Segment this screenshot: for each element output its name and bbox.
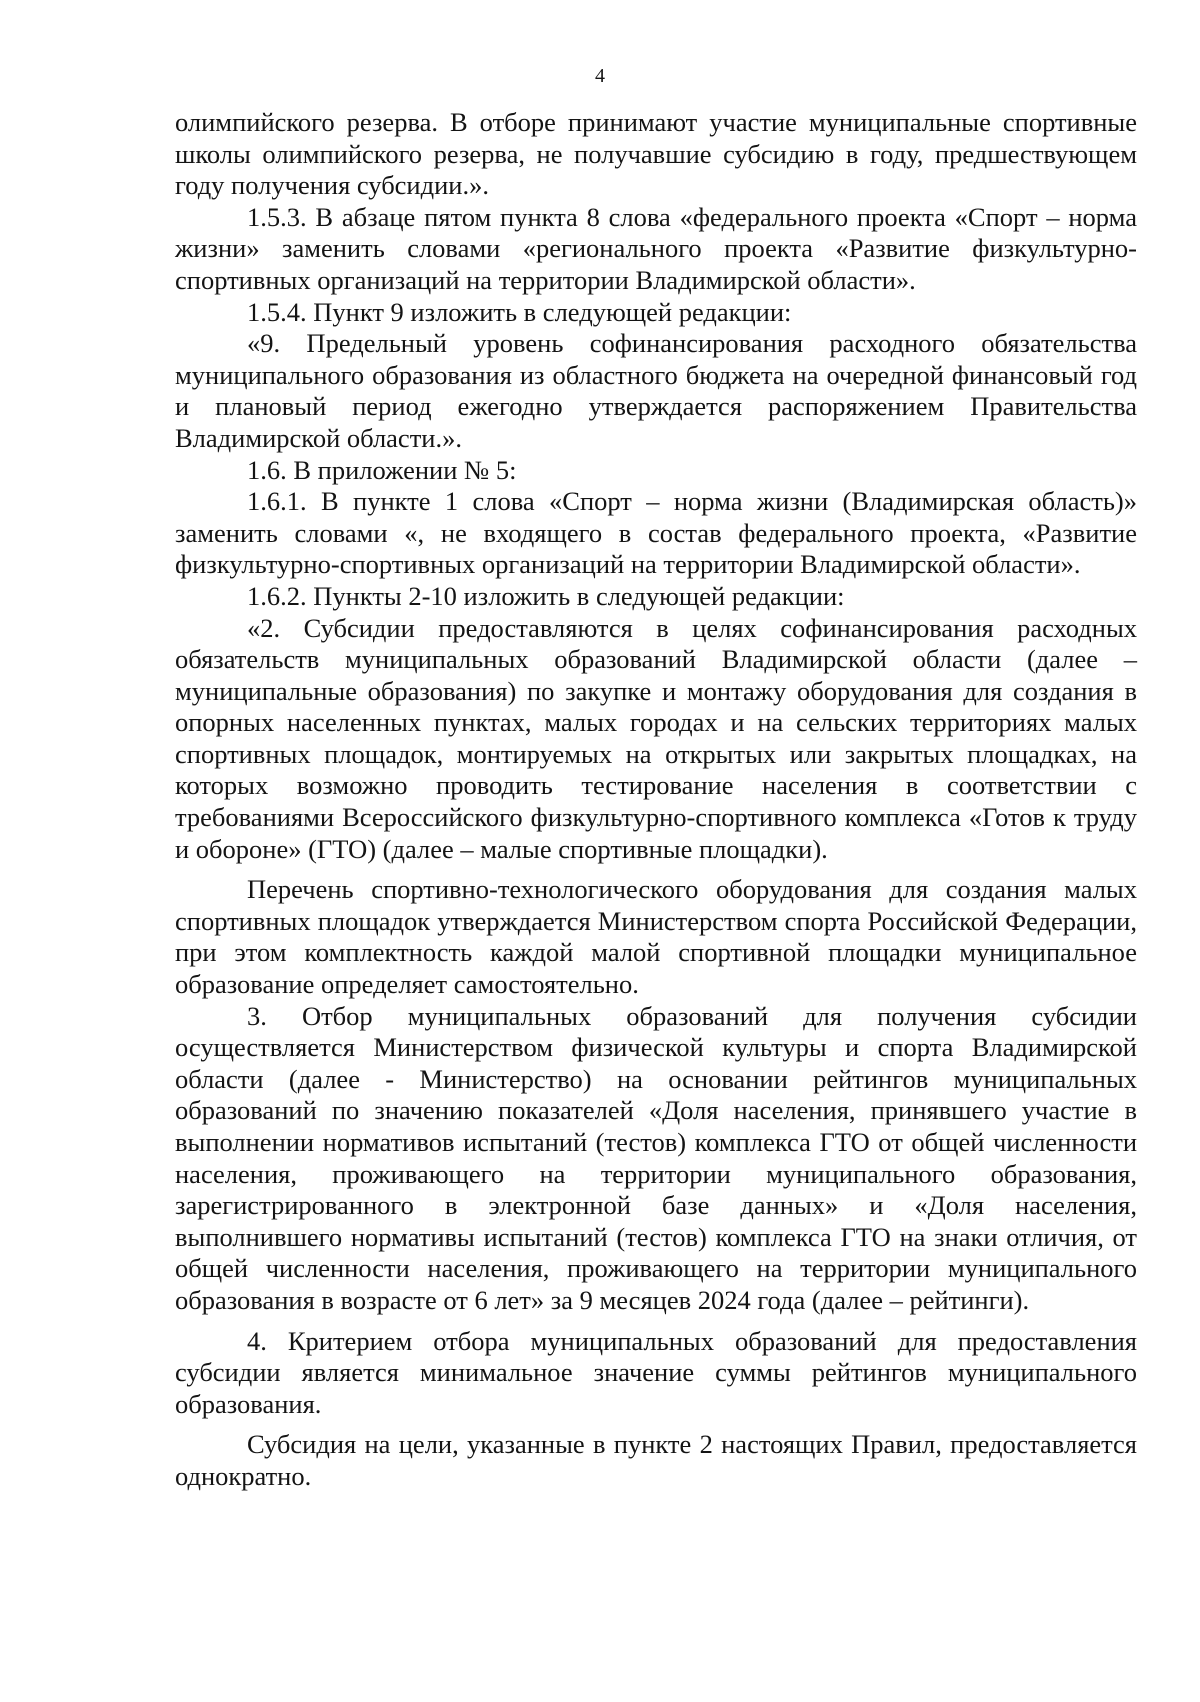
document-body (175, 107, 1137, 1493)
paragraph: Субсидия на цели, указанные в пункте 2 настоящих Правил, предоставляется однократно. (175, 1429, 1137, 1491)
paragraph: 3. Отбор муниципальных образований для получения субсидии осуществляется Министерством физической культуры и спорта Владимирской области (далее - Министерство) на основании рейтингов муниципальных образований по значению показателей «Доля населения, принявшего участие в выполнении нормативов испытаний (тестов) комплекса ГТО от общей численности населения, проживающего на территории муниципального образования, зарегистрированного в электронной базе данных» и «Доля населения, выполнившего нормативы испытаний (тестов) комплекса ГТО на знаки отличия, от общей численности населения, проживающего на территории муниципального образования в возрасте от 6 лет» за 9 месяцев 2024 года (далее – рейтинги). (175, 1000, 1137, 1315)
paragraph: 1.5.3. В абзаце пятом пункта 8 слова «федерального проекта «Спорт – норма жизни» заменить словами «регионального проекта «Развитие физкультурно-спортивных организаций на территории Владимирской области». (175, 201, 1137, 295)
paragraph: 1.6.2. Пункты 2-10 изложить в следующей редакции: (247, 580, 845, 611)
paragraph: 4. Критерием отбора муниципальных образований для предоставления субсидии является минимальное значение суммы рейтингов муниципального образования. (175, 1325, 1137, 1419)
paragraph: 1.6. В приложении № 5: (247, 454, 517, 485)
paragraph: 1.5.4. Пункт 9 изложить в следующей редакции: (247, 296, 792, 327)
paragraph: олимпийского резерва. В отборе принимают участие муниципальные спортивные школы олимпийского резерва, не получавшие субсидию в году, предшествующем году получения субсидии.». (175, 107, 1137, 201)
paragraph: «2. Субсидии предоставляются в целях софинансирования расходных обязательств муниципальных образований Владимирской области (далее – муниципальные образования) по закупке и монтажу оборудования для создания в опорных населенных пунктах, малых городах и на сельских территориях малых спортивных площадок, монтируемых на открытых или закрытых площадках, на которых возможно проводить тестирование населения в соответствии с требованиями Всероссийского физкультурно-спортивного комплекса «Готов к труду и обороне» (ГТО) (далее – малые спортивные площадки). (175, 612, 1137, 864)
page-number: 4 (595, 65, 605, 87)
paragraph: 1.6.1. В пункте 1 слова «Спорт – норма жизни (Владимирская область)» заменить словами «, не входящего в состав федерального проекта, «Развитие физкультурно-спортивных организаций на территории Владимирской области». (175, 486, 1137, 580)
paragraph: «9. Предельный уровень софинансирования расходного обязательства муниципального образования из областного бюджета на очередной финансовый год и плановый период ежегодно утверждается распоряжением Правительства Владимирской области.». (175, 328, 1137, 453)
paragraph: Перечень спортивно-технологического оборудования для создания малых спортивных площадок утверждается Министерством спорта Российской Федерации, при этом комплектность каждой малой спортивной площадки муниципальное образование определяет самостоятельно. (175, 874, 1137, 1000)
